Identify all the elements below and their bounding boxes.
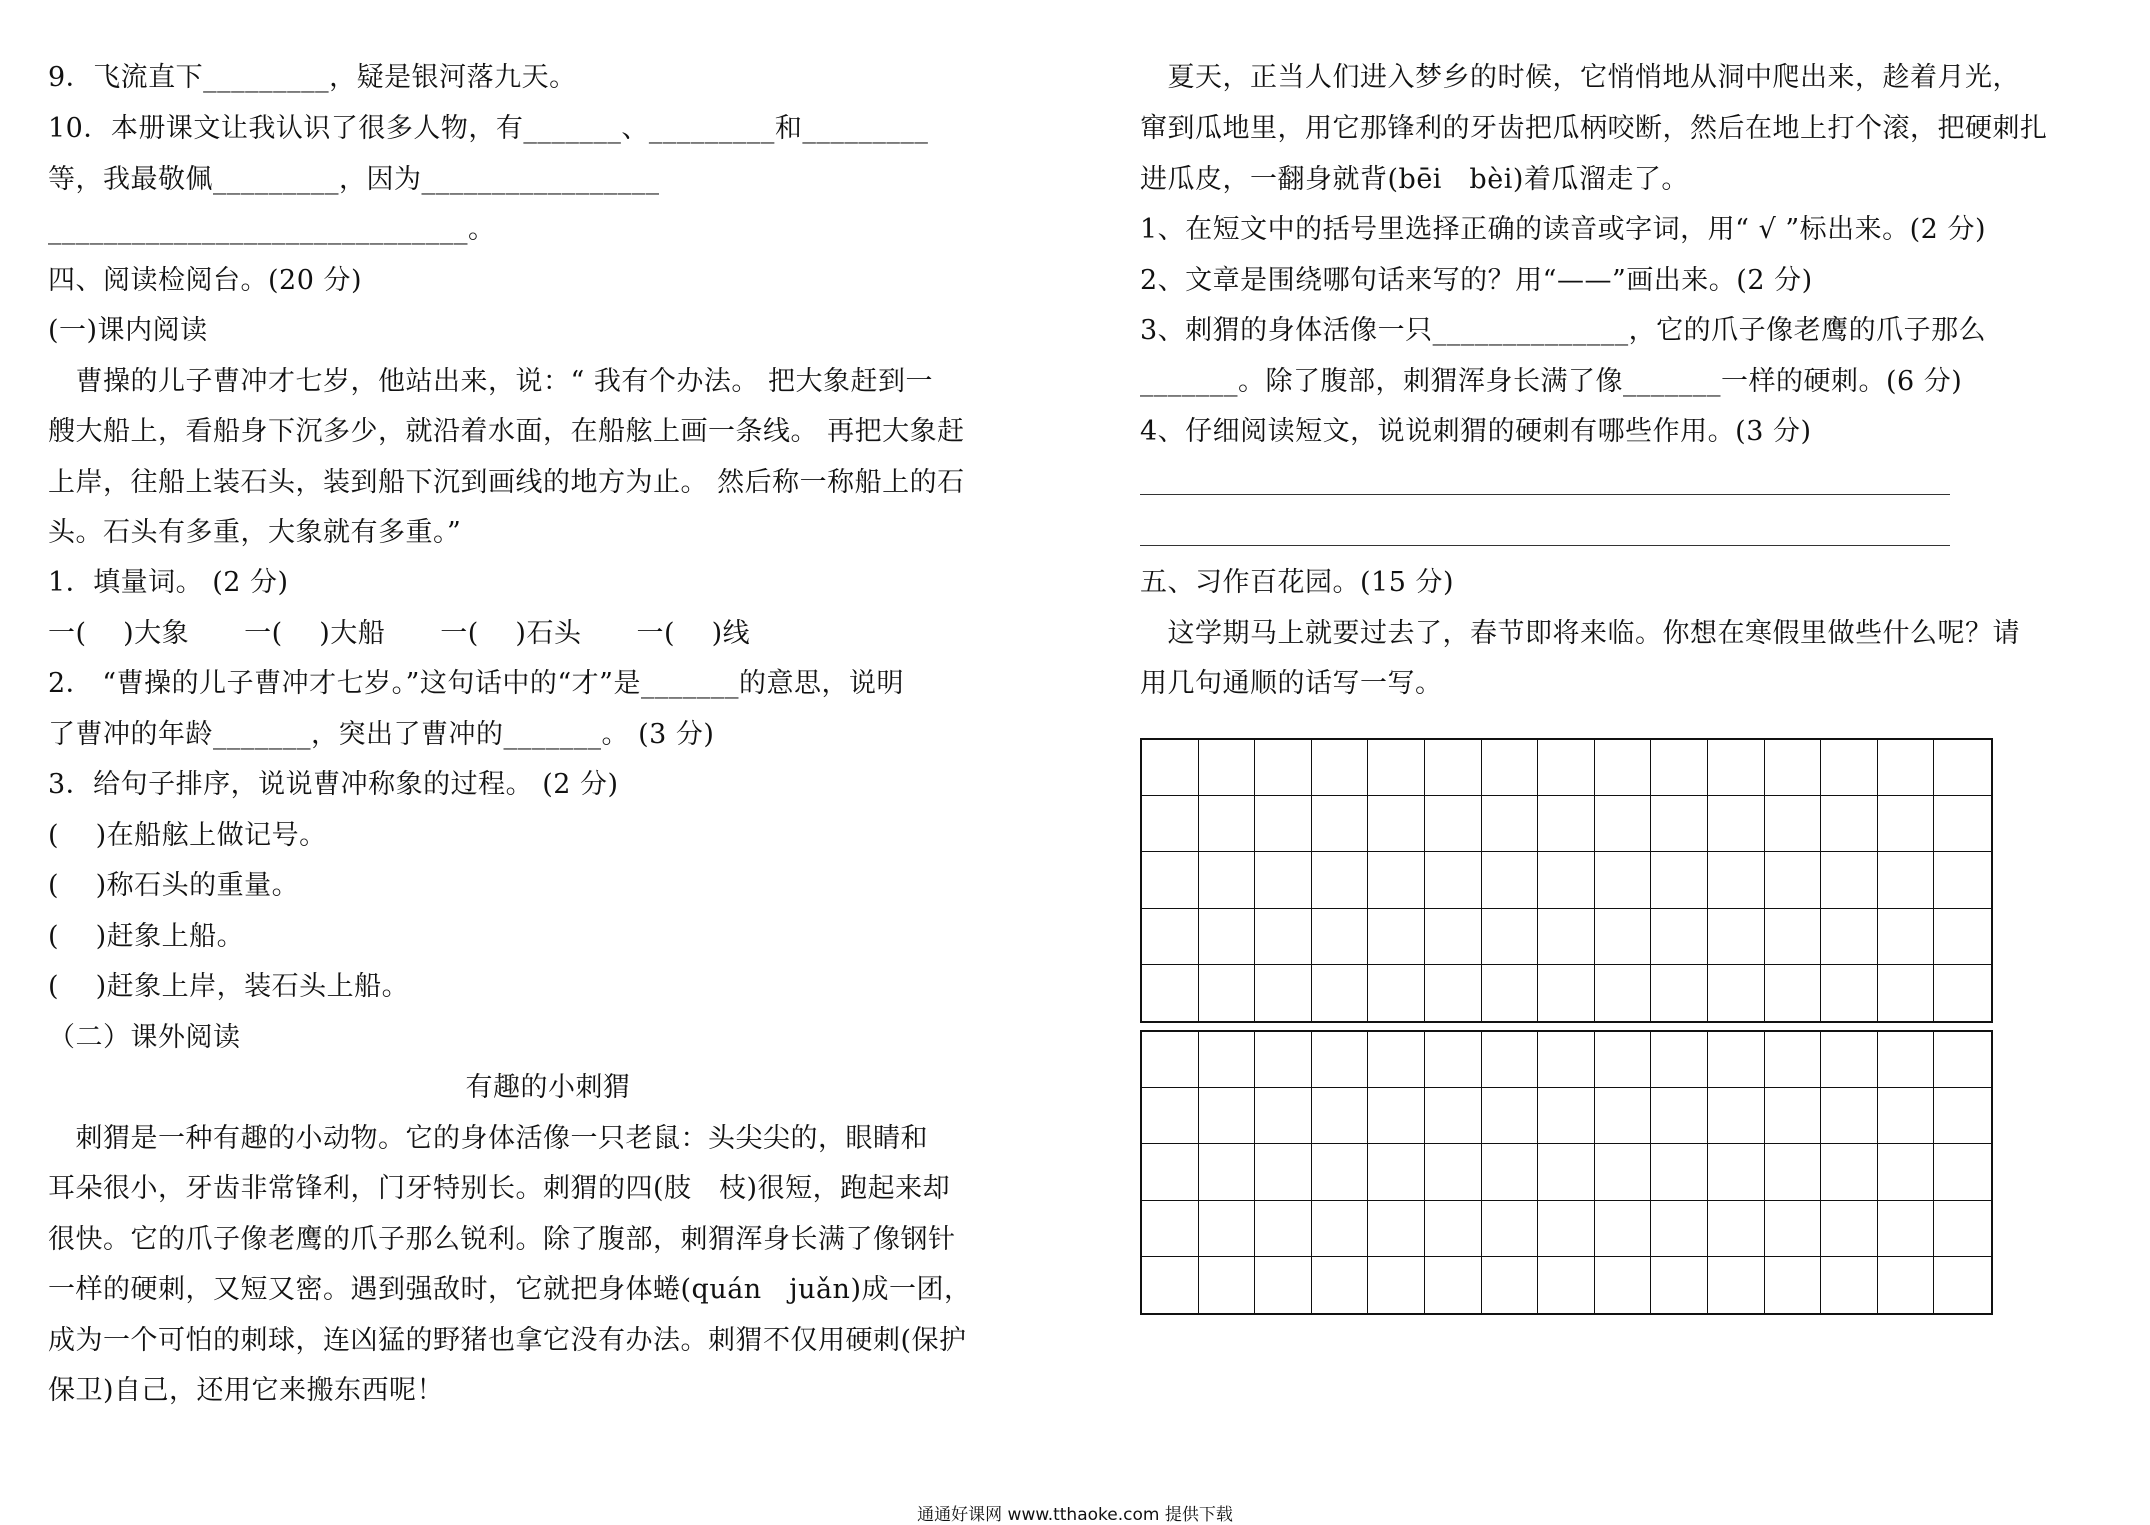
writing-grid-2[interactable] [1140, 1030, 1993, 1315]
grid-cell[interactable] [1199, 852, 1256, 908]
grid-cell[interactable] [1255, 852, 1312, 908]
footer-credit: 通通好课网 www.tthaoke.com 提供下载 [917, 1505, 1233, 1525]
grid-cell[interactable] [1199, 1144, 1256, 1200]
part-1-title: (一)课内阅读 [48, 315, 208, 346]
grid-cell[interactable] [1821, 740, 1878, 796]
passage-2-line-6: 保卫)自己，还用它来搬东西呢！ [48, 1375, 445, 1406]
grid-cell[interactable] [1482, 852, 1539, 908]
grid-cell[interactable] [1538, 965, 1595, 1021]
grid-cell[interactable] [1765, 909, 1822, 965]
grid-cell[interactable] [1482, 1032, 1539, 1088]
grid-cell[interactable] [1255, 909, 1312, 965]
grid-cell[interactable] [1765, 1201, 1822, 1257]
grid-cell[interactable] [1142, 796, 1199, 852]
grid-cell[interactable] [1538, 740, 1595, 796]
grid-cell[interactable] [1708, 1144, 1765, 1200]
grid-cell[interactable] [1765, 796, 1822, 852]
essay-prompt-line-2: 用几句通顺的话写一写。 [1140, 668, 1443, 699]
passage-2-line-2: 耳朵很小，牙齿非常锋利，门牙特别长。刺猬的四(肢 枝)很短，跑起来却 [48, 1173, 951, 1204]
grid-cell[interactable] [1425, 1201, 1482, 1257]
grid-cell[interactable] [1255, 1088, 1312, 1144]
grid-cell[interactable] [1595, 852, 1652, 908]
grid-cell[interactable] [1538, 852, 1595, 908]
grid-cell[interactable] [1595, 1088, 1652, 1144]
grid-cell[interactable] [1595, 965, 1652, 1021]
grid-cell[interactable] [1934, 1201, 1991, 1257]
grid-cell[interactable] [1199, 909, 1256, 965]
grid-cell[interactable] [1708, 740, 1765, 796]
grid-cell[interactable] [1821, 1201, 1878, 1257]
passage-1-line-1: 曹操的儿子曹冲才七岁，他站出来，说：“ 我有个办法。 把大象赶到一 [48, 366, 933, 397]
passage-2-line-1: 刺猬是一种有趣的小动物。它的身体活像一只老鼠：头尖尖的，眼睛和 [48, 1123, 928, 1154]
passage-2-line-5: 成为一个可怕的刺球，连凶猛的野猪也拿它没有办法。刺猬不仅用硬刺(保护 [48, 1325, 967, 1356]
grid-cell[interactable] [1368, 965, 1425, 1021]
order-item-3: ( )赶象上船。 [48, 921, 245, 952]
grid-cell[interactable] [1934, 796, 1991, 852]
grid-cell[interactable] [1595, 1144, 1652, 1200]
grid-cell[interactable] [1934, 1257, 1991, 1313]
grid-cell[interactable] [1821, 1088, 1878, 1144]
order-item-1: ( )在船舷上做记号。 [48, 820, 327, 851]
grid-cell[interactable] [1878, 740, 1935, 796]
grid-cell[interactable] [1878, 796, 1935, 852]
grid-cell[interactable] [1538, 1201, 1595, 1257]
grid-cell[interactable] [1312, 852, 1369, 908]
grid-cell[interactable] [1934, 852, 1991, 908]
grid-cell[interactable] [1538, 909, 1595, 965]
grid-cell[interactable] [1425, 1088, 1482, 1144]
grid-cell[interactable] [1765, 740, 1822, 796]
answer-line-2[interactable] [1140, 545, 1950, 546]
grid-cell[interactable] [1368, 852, 1425, 908]
grid-cell[interactable] [1934, 1088, 1991, 1144]
passage-2-line-4: 一样的硬刺，又短又密。遇到强敌时，它就把身体蜷(quán juǎn)成一团， [48, 1274, 972, 1305]
grid-cell[interactable] [1651, 852, 1708, 908]
question-2-line-1: 2． “曹操的儿子曹冲才七岁。”这句话中的“才”是_______的意思，说明 [48, 668, 904, 699]
grid-cell[interactable] [1878, 1088, 1935, 1144]
grid-cell[interactable] [1425, 852, 1482, 908]
grid-cell[interactable] [1312, 1088, 1369, 1144]
grid-cell[interactable] [1142, 1032, 1199, 1088]
grid-cell[interactable] [1878, 1201, 1935, 1257]
grid-cell[interactable] [1142, 1088, 1199, 1144]
grid-cell[interactable] [1425, 909, 1482, 965]
grid-cell[interactable] [1482, 1257, 1539, 1313]
grid-cell[interactable] [1255, 965, 1312, 1021]
grid-cell[interactable] [1199, 1032, 1256, 1088]
grid-cell[interactable] [1425, 740, 1482, 796]
grid-cell[interactable] [1538, 1144, 1595, 1200]
question-10-line-1: 10．本册课文让我认识了很多人物，有_______、_________和_________ [48, 113, 929, 144]
grid-cell[interactable] [1425, 1257, 1482, 1313]
grid-cell[interactable] [1425, 1144, 1482, 1200]
order-item-4: ( )赶象上岸，装石头上船。 [48, 971, 410, 1002]
grid-cell[interactable] [1651, 1201, 1708, 1257]
grid-cell[interactable] [1651, 740, 1708, 796]
passage-1-line-4: 头。石头有多重，大象就有多重。” [48, 517, 462, 548]
section-5-title: 五、习作百花园。(15 分) [1140, 567, 1455, 598]
grid-cell[interactable] [1765, 1032, 1822, 1088]
grid-cell[interactable] [1878, 965, 1935, 1021]
grid-cell[interactable] [1765, 852, 1822, 908]
grid-cell[interactable] [1821, 965, 1878, 1021]
grid-cell[interactable] [1765, 1088, 1822, 1144]
grid-cell[interactable] [1142, 740, 1199, 796]
grid-cell[interactable] [1934, 1032, 1991, 1088]
grid-cell[interactable] [1255, 1144, 1312, 1200]
grid-cell[interactable] [1878, 1257, 1935, 1313]
grid-cell[interactable] [1312, 796, 1369, 852]
grid-cell[interactable] [1651, 1144, 1708, 1200]
grid-cell[interactable] [1482, 740, 1539, 796]
reading-question-3-line-1: 3、刺猬的身体活像一只______________，它的爪子像老鹰的爪子那么 [1140, 315, 1987, 346]
grid-cell[interactable] [1199, 1257, 1256, 1313]
grid-cell[interactable] [1821, 796, 1878, 852]
writing-grid-1[interactable] [1140, 738, 1993, 1023]
grid-cell[interactable] [1708, 852, 1765, 908]
grid-cell[interactable] [1482, 1144, 1539, 1200]
grid-cell[interactable] [1368, 1201, 1425, 1257]
grid-cell[interactable] [1538, 1257, 1595, 1313]
reading-question-2: 2、文章是围绕哪句话来写的？用“——”画出来。(2 分) [1140, 265, 1813, 296]
grid-cell[interactable] [1482, 909, 1539, 965]
grid-cell[interactable] [1199, 740, 1256, 796]
grid-cell[interactable] [1425, 1032, 1482, 1088]
grid-cell[interactable] [1255, 1201, 1312, 1257]
grid-cell[interactable] [1878, 1144, 1935, 1200]
grid-cell[interactable] [1482, 1088, 1539, 1144]
essay-prompt-line-1: 这学期马上就要过去了，春节即将来临。你想在寒假里做些什么呢？请 [1140, 618, 2020, 649]
grid-cell[interactable] [1821, 1144, 1878, 1200]
grid-cell[interactable] [1368, 1257, 1425, 1313]
grid-cell[interactable] [1312, 1144, 1369, 1200]
order-item-2: ( )称石头的重量。 [48, 870, 300, 901]
question-10-line-2: 等，我最敬佩_________，因为_________________ [48, 164, 660, 195]
grid-cell[interactable] [1199, 965, 1256, 1021]
grid-cell[interactable] [1651, 965, 1708, 1021]
grid-cell[interactable] [1934, 740, 1991, 796]
passage-1-line-3: 上岸，往船上装石头，装到船下沉到画线的地方为止。 然后称一称船上的石 [48, 467, 965, 498]
grid-cell[interactable] [1482, 796, 1539, 852]
grid-cell[interactable] [1765, 1144, 1822, 1200]
grid-cell[interactable] [1821, 909, 1878, 965]
grid-cell[interactable] [1538, 796, 1595, 852]
grid-cell[interactable] [1255, 796, 1312, 852]
grid-cell[interactable] [1312, 1201, 1369, 1257]
grid-cell[interactable] [1368, 1088, 1425, 1144]
grid-cell[interactable] [1368, 796, 1425, 852]
grid-cell[interactable] [1312, 740, 1369, 796]
passage-2-line-3: 很快。它的爪子像老鹰的爪子那么锐利。除了腹部，刺猬浑身长满了像钢针 [48, 1224, 956, 1255]
grid-cell[interactable] [1878, 1032, 1935, 1088]
grid-cell[interactable] [1595, 796, 1652, 852]
grid-cell[interactable] [1595, 1257, 1652, 1313]
passage-3-line-3: 进瓜皮，一翻身就背(bēi bèi)着瓜溜走了。 [1140, 164, 1689, 195]
grid-cell[interactable] [1765, 965, 1822, 1021]
passage-3-line-1: 夏天，正当人们进入梦乡的时候，它悄悄地从洞中爬出来，趁着月光， [1140, 62, 2020, 93]
grid-cell[interactable] [1708, 1088, 1765, 1144]
part-2-title: （二）课外阅读 [48, 1022, 241, 1053]
grid-cell[interactable] [1651, 1257, 1708, 1313]
grid-cell[interactable] [1934, 965, 1991, 1021]
grid-cell[interactable] [1821, 1257, 1878, 1313]
grid-cell[interactable] [1199, 1088, 1256, 1144]
grid-cell[interactable] [1651, 1088, 1708, 1144]
grid-cell[interactable] [1595, 740, 1652, 796]
grid-cell[interactable] [1142, 909, 1199, 965]
grid-cell[interactable] [1142, 1144, 1199, 1200]
grid-cell[interactable] [1538, 1032, 1595, 1088]
grid-cell[interactable] [1425, 965, 1482, 1021]
grid-cell[interactable] [1708, 965, 1765, 1021]
grid-cell[interactable] [1651, 796, 1708, 852]
grid-cell[interactable] [1651, 1032, 1708, 1088]
reading-question-3-line-2: _______。除了腹部，刺猬浑身长满了像_______一样的硬刺。(6 分) [1140, 366, 1963, 397]
grid-cell[interactable] [1142, 1257, 1199, 1313]
grid-cell[interactable] [1368, 1144, 1425, 1200]
reading-question-4: 4、仔细阅读短文，说说刺猬的硬刺有哪些作用。(3 分) [1140, 416, 1812, 447]
passage-3-line-2: 窜到瓜地里，用它那锋利的牙齿把瓜柄咬断，然后在地上打个滚，把硬刺扎 [1140, 113, 2048, 144]
grid-cell[interactable] [1934, 909, 1991, 965]
grid-cell[interactable] [1878, 852, 1935, 908]
grid-cell[interactable] [1708, 1257, 1765, 1313]
grid-cell[interactable] [1934, 1144, 1991, 1200]
grid-cell[interactable] [1368, 1032, 1425, 1088]
grid-cell[interactable] [1595, 1201, 1652, 1257]
section-4-title: 四、阅读检阅台。(20 分) [48, 265, 363, 296]
grid-cell[interactable] [1142, 965, 1199, 1021]
grid-cell[interactable] [1199, 796, 1256, 852]
answer-line-1[interactable] [1140, 494, 1950, 495]
grid-cell[interactable] [1595, 1032, 1652, 1088]
grid-cell[interactable] [1538, 1088, 1595, 1144]
question-3-title: 3．给句子排序，说说曹冲称象的过程。 (2 分) [48, 769, 619, 800]
grid-cell[interactable] [1482, 965, 1539, 1021]
story-title: 有趣的小刺猬 [465, 1072, 631, 1103]
grid-cell[interactable] [1708, 796, 1765, 852]
question-9: 9．飞流直下_________，疑是银河落九天。 [48, 62, 577, 93]
grid-cell[interactable] [1482, 1201, 1539, 1257]
grid-cell[interactable] [1199, 1201, 1256, 1257]
grid-cell[interactable] [1708, 1032, 1765, 1088]
question-10-line-3: ______________________________。 [48, 214, 496, 245]
question-1-title: 1．填量词。 (2 分) [48, 567, 289, 598]
question-2-line-2: 了曹冲的年龄_______，突出了曹冲的_______。 (3 分) [48, 719, 715, 750]
grid-cell[interactable] [1651, 909, 1708, 965]
grid-cell[interactable] [1765, 1257, 1822, 1313]
reading-question-1: 1、在短文中的括号里选择正确的读音或字词，用“ √ ”标出来。(2 分) [1140, 214, 1986, 245]
grid-cell[interactable] [1425, 796, 1482, 852]
grid-cell[interactable] [1255, 740, 1312, 796]
grid-cell[interactable] [1368, 740, 1425, 796]
grid-cell[interactable] [1142, 852, 1199, 908]
grid-cell[interactable] [1255, 1257, 1312, 1313]
passage-1-line-2: 艘大船上，看船身下沉多少，就沿着水面，在船舷上画一条线。 再把大象赶 [48, 416, 965, 447]
grid-cell[interactable] [1708, 1201, 1765, 1257]
question-1-items: 一( )大象 一( )大船 一( )石头 一( )线 [48, 618, 751, 649]
grid-cell[interactable] [1312, 1257, 1369, 1313]
grid-cell[interactable] [1595, 909, 1652, 965]
grid-cell[interactable] [1821, 1032, 1878, 1088]
grid-cell[interactable] [1878, 909, 1935, 965]
grid-cell[interactable] [1142, 1201, 1199, 1257]
grid-cell[interactable] [1312, 1032, 1369, 1088]
grid-cell[interactable] [1312, 965, 1369, 1021]
grid-cell[interactable] [1312, 909, 1369, 965]
grid-cell[interactable] [1368, 909, 1425, 965]
grid-cell[interactable] [1708, 909, 1765, 965]
grid-cell[interactable] [1821, 852, 1878, 908]
grid-cell[interactable] [1255, 1032, 1312, 1088]
